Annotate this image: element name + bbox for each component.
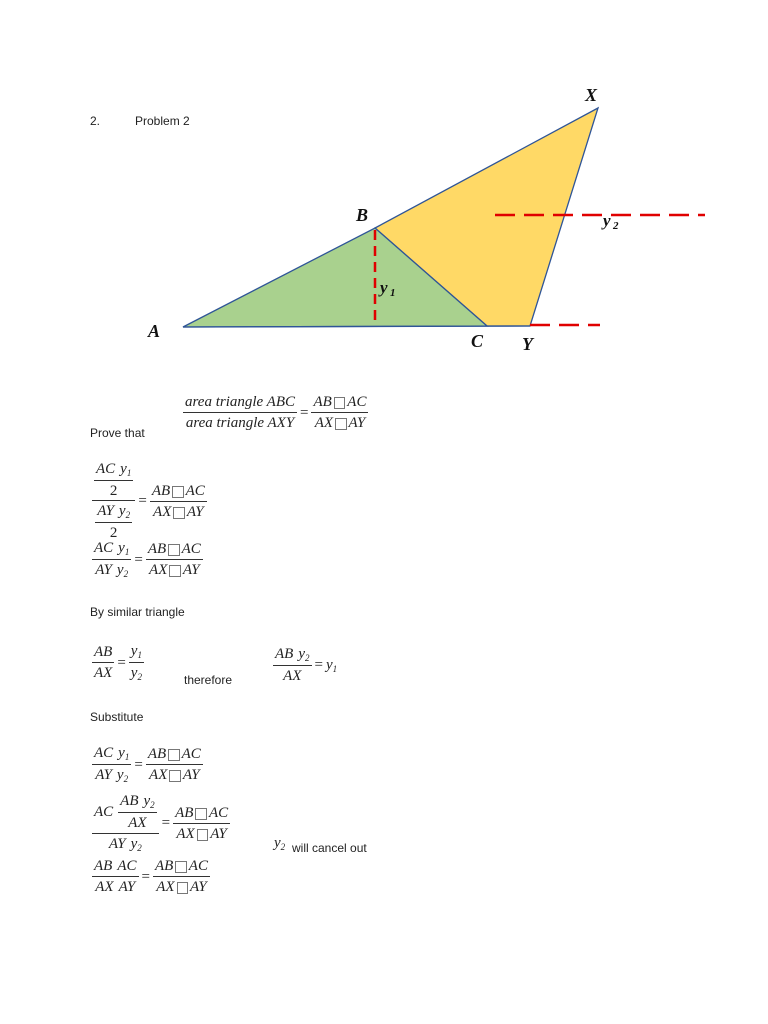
label-y1: y xyxy=(380,278,388,297)
cancel-text: will cancel out xyxy=(292,841,367,855)
box-glyph xyxy=(175,861,186,873)
step1-equation: $\frac{\frac{AC y_1}{2}}{\frac{AY y_2}{2}}$ = $\frac{\text{AB AC}}{\text{AX AY}}$ xyxy=(92,462,207,541)
s2-ac: AC xyxy=(94,540,114,556)
s2-rhs-ac: AC xyxy=(181,541,201,557)
s1-two-bottom: 2 xyxy=(109,525,118,541)
box-glyph xyxy=(169,565,180,577)
e1-rhs-ac: AC xyxy=(181,746,201,762)
e3-rhs-ac: AC xyxy=(188,858,208,874)
e2-rhs-ac: AC xyxy=(208,804,229,821)
box-glyph xyxy=(335,418,346,430)
s1-y2: y xyxy=(118,503,126,519)
e3-rhs-ax: AX xyxy=(156,879,175,895)
sim-y1-sub: 1 xyxy=(137,650,142,660)
e1-rhs-ay: AY xyxy=(182,767,200,783)
e2-rhs-ay: AY xyxy=(210,825,227,842)
s1-y-sub: 1 xyxy=(126,468,132,478)
e1-ac: AC xyxy=(94,745,114,761)
cancel-y-sub: 2 xyxy=(280,842,286,852)
label-y2-sub: 2 xyxy=(613,220,619,232)
s1-two-top: 2 xyxy=(109,483,118,499)
sim-y1: y xyxy=(130,643,138,659)
s2-rhs-ax: AX xyxy=(149,562,168,578)
prove-rhs-num-b: AC xyxy=(347,394,367,410)
e2-y2-sub: 2 xyxy=(137,843,142,853)
prove-rhs-den-b: AY xyxy=(348,415,366,431)
e1-ay: AY xyxy=(95,767,112,783)
e2-ac: AC xyxy=(94,804,114,820)
box-glyph xyxy=(197,829,208,841)
s2-y2: y xyxy=(116,562,124,578)
s1-ac: AC xyxy=(96,461,116,477)
s1-y2-sub: 2 xyxy=(125,510,131,520)
prove-equation: $\frac{\text{area triangle ABC}}{\text{area triangle AXY}}$ = $\frac{\text{AB AC}}{\text{AX AY}}$ xyxy=(185,394,367,431)
sim-ax: AX xyxy=(94,665,113,681)
sub-eq3: $\frac{\text{AB AC}}{\text{AX AY}}$ = $\frac{\text{AB AC}}{\text{AX AY}}$ xyxy=(94,858,208,895)
problem-title: Problem 2 xyxy=(135,114,190,128)
label-a: A xyxy=(148,321,161,341)
label-y: Y xyxy=(522,334,533,354)
label-y1-sub: 1 xyxy=(390,287,396,299)
e3-ab: AB xyxy=(94,858,113,874)
substitute-label: Substitute xyxy=(90,710,144,724)
s2-rhs-ay: AY xyxy=(182,562,200,578)
box-glyph xyxy=(168,749,179,761)
e2-ax: AX xyxy=(128,815,147,831)
e3-ac: AC xyxy=(117,858,137,874)
e3-rhs-ab: AB xyxy=(154,858,174,874)
s2-y2-sub: 2 xyxy=(123,569,129,579)
label-y2: y xyxy=(603,211,611,230)
therefore-label: therefore xyxy=(184,673,233,687)
e1-y2-sub: 2 xyxy=(123,774,129,784)
step2-equation: $\frac{AC y_1}{AY y_2}$ = $\frac{\text{AB AC}}{\text{AX AY}}$ xyxy=(94,540,201,579)
e3-ax: AX xyxy=(95,879,114,895)
cancel-var xyxy=(274,836,285,852)
box-glyph xyxy=(168,544,179,556)
box-glyph xyxy=(172,486,183,498)
s1-rhs-ab: AB xyxy=(151,482,171,499)
e1-rhs-ab: AB xyxy=(147,746,167,762)
box-glyph xyxy=(334,397,345,409)
e2-y2: y xyxy=(130,836,138,852)
prove-lhs-num: area triangle ABC xyxy=(183,395,297,413)
e1-y-sub: 1 xyxy=(124,752,130,762)
similar-label: By similar triangle xyxy=(90,605,185,619)
prove-rhs-num-a: AB xyxy=(313,394,332,410)
similar-equation: $\frac{AB}{AX}$ = $\frac{y_1}{y_2}$ xyxy=(94,643,142,682)
e2-rhs-ax: AX xyxy=(176,825,195,842)
box-glyph xyxy=(173,507,184,519)
res-rhs-y-sub: 1 xyxy=(332,663,338,674)
cancel-y: y xyxy=(274,835,281,851)
res-rhs-y: y xyxy=(325,656,333,673)
prove-label: Prove that xyxy=(90,426,145,440)
res-ab: AB xyxy=(275,646,294,662)
sim-y2: y xyxy=(130,665,138,681)
res-ax: AX xyxy=(283,668,302,684)
therefore-equation: $\frac{AB y_2}{AX}$ = $y_1$ xyxy=(275,646,338,684)
box-glyph xyxy=(195,808,206,820)
s1-y: y xyxy=(120,461,127,477)
s2-rhs-ab: AB xyxy=(147,541,167,557)
box-glyph xyxy=(177,882,188,894)
e3-ay: AY xyxy=(118,879,136,895)
res-y-sub: 2 xyxy=(305,653,310,663)
label-x: X xyxy=(585,85,598,105)
box-glyph xyxy=(169,770,180,782)
sim-y2-sub: 2 xyxy=(137,672,142,682)
e2-rhs-ab: AB xyxy=(175,804,194,821)
e2-ab: AB xyxy=(120,793,139,809)
e2-y-sub: 2 xyxy=(150,800,155,810)
problem-number: 2. xyxy=(90,114,101,128)
e1-y: y xyxy=(118,745,125,761)
s2-ay: AY xyxy=(95,562,112,578)
prove-rhs-den-a: AX xyxy=(314,415,334,431)
e3-rhs-ay: AY xyxy=(190,879,207,895)
e2-y: y xyxy=(143,793,151,809)
prove-lhs-den: area triangle AXY xyxy=(185,415,295,431)
e1-rhs-ax: AX xyxy=(149,767,168,783)
sub-eq2: AC $\frac{AB y_2}{AX}$ AY $y_2$ = $\frac{\text{AB AC}}{\text{AX AY}}$ xyxy=(94,793,229,853)
e2-ay: AY xyxy=(108,836,126,852)
s2-y: y xyxy=(118,540,125,556)
s2-y-sub: 1 xyxy=(124,547,130,557)
sim-ab: AB xyxy=(92,645,114,663)
label-c: C xyxy=(471,331,484,351)
s1-rhs-ax: AX xyxy=(153,503,172,520)
res-y: y xyxy=(298,646,305,662)
label-b: B xyxy=(356,205,369,225)
s1-ay: AY xyxy=(97,503,114,519)
triangle-figure xyxy=(0,0,768,370)
sub-eq1: $\frac{AC y_1}{AY y_2}$ = $\frac{\text{AB AC}}{\text{AX AY}}$ xyxy=(94,745,201,784)
s1-rhs-ay: AY xyxy=(186,503,204,520)
s1-rhs-ac: AC xyxy=(185,482,205,499)
e1-y2: y xyxy=(116,767,124,783)
